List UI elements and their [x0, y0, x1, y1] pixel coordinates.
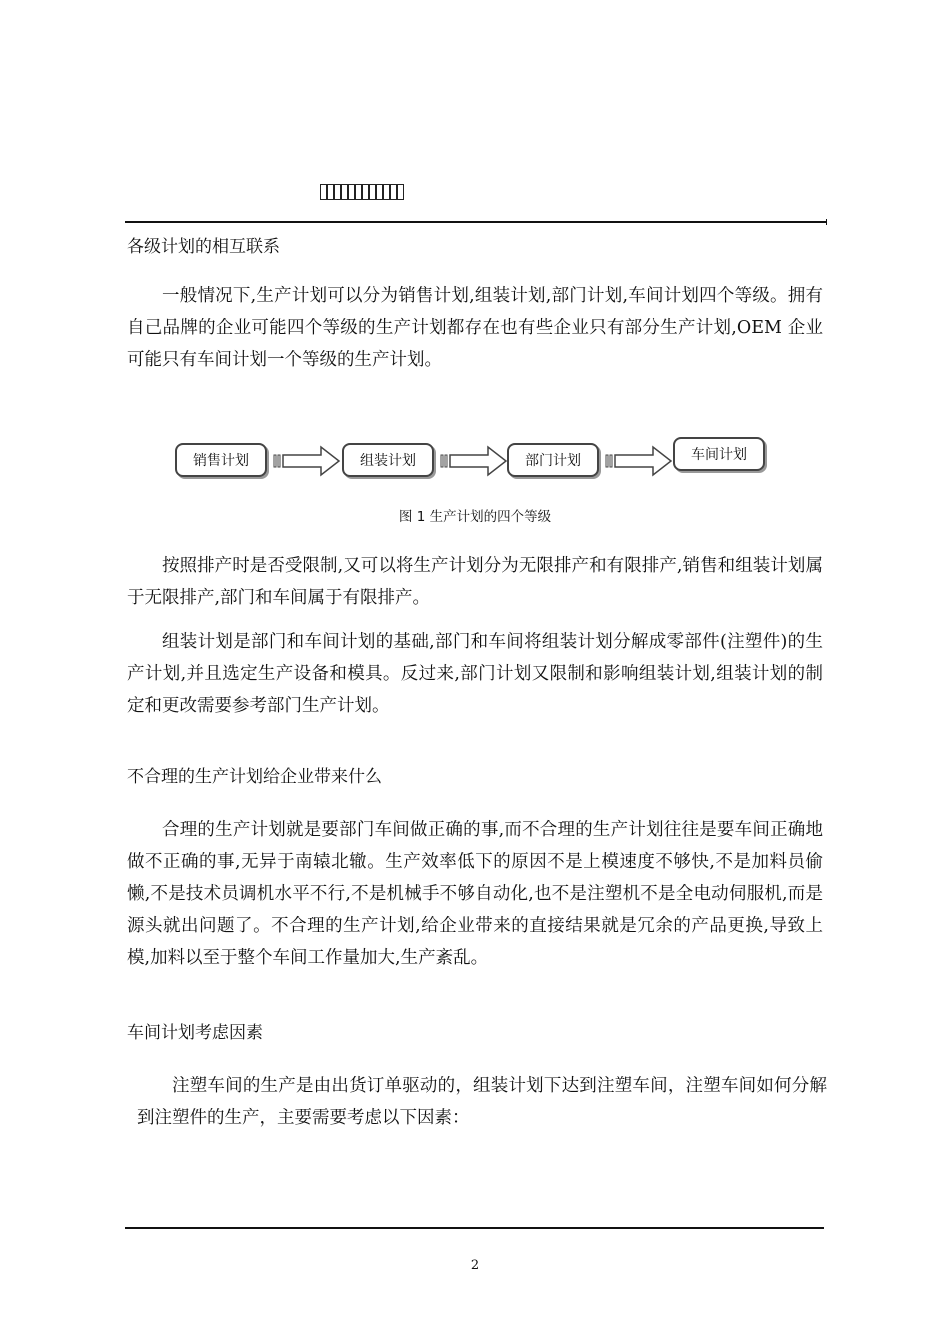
flow-box-workshop: 车间计划 [673, 437, 765, 471]
missing-glyph-box [362, 184, 369, 200]
paragraph: 注塑车间的生产是由出货订单驱动的，组装计划下达到注塑车间，注塑车间如何分解到注塑件的生产，主要需要考虑以下因素： [137, 1076, 827, 1128]
missing-glyph-box [390, 184, 397, 200]
missing-glyph-box [341, 184, 348, 200]
section-heading: 不合理的生产计划给企业带来什么 [127, 767, 382, 787]
header-garbled-text [320, 184, 404, 202]
section-heading: 车间计划考虑因素 [127, 1023, 263, 1043]
missing-glyph-box [383, 184, 390, 200]
flow-diagram [175, 437, 775, 487]
missing-glyph-box [376, 184, 383, 200]
header-rule-tick [826, 219, 827, 225]
missing-glyph-box [397, 184, 404, 200]
figure-caption: 图 1 生产计划的四个等级 [398, 509, 552, 525]
missing-glyph-box [355, 184, 362, 200]
missing-glyph-box [320, 184, 327, 200]
page-number: 2 [470, 1258, 480, 1273]
arrow-right-icon [605, 444, 675, 478]
arrow-right-icon [273, 444, 343, 478]
paragraph: 一般情况下,生产计划可以分为销售计划,组装计划,部门计划,车间计划四个等级。拥有自己品牌的企业可能四个等级的生产计划都存在也有些企业只有部分生产计划,OEM 企业可能只有车间计划一个等级的生产计划。 [127, 286, 823, 370]
flow-box-department: 部门计划 [507, 443, 599, 477]
arrow-right-icon [440, 444, 510, 478]
missing-glyph-box [348, 184, 355, 200]
section-heading: 各级计划的相互联系 [127, 237, 280, 257]
paragraph: 组装计划是部门和车间计划的基础,部门和车间将组装计划分解成零部件(注塑件)的生产计划,并且选定生产设备和模具。反过来,部门计划又限制和影响组装计划,组装计划的制定和更改需要参考部门生产计划。 [127, 632, 823, 716]
missing-glyph-box [334, 184, 341, 200]
paragraph: 按照排产时是否受限制,又可以将生产计划分为无限排产和有限排产,销售和组装计划属于无限排产,部门和车间属于有限排产。 [127, 556, 823, 608]
missing-glyph-box [327, 184, 334, 200]
header-rule [125, 221, 826, 223]
paragraph: 合理的生产计划就是要部门车间做正确的事,而不合理的生产计划往往是要车间正确地做不正确的事,无异于南辕北辙。生产效率低下的原因不是上模速度不够快,不是加料员偷懒,不是技术员调机水平不行,不是机械手不够自动化,也不是注塑机不是全电动伺服机,而是源头就出问题了。不合理的生产计划,给企业带来的直接结果就是冗余的产品更换,导致上模,加料以至于整个车间工作量加大,生产紊乱。 [127, 820, 823, 968]
footer-rule [125, 1227, 824, 1229]
flow-box-assembly: 组装计划 [342, 443, 434, 477]
missing-glyph-box [369, 184, 376, 200]
flow-box-sales: 销售计划 [175, 443, 267, 477]
